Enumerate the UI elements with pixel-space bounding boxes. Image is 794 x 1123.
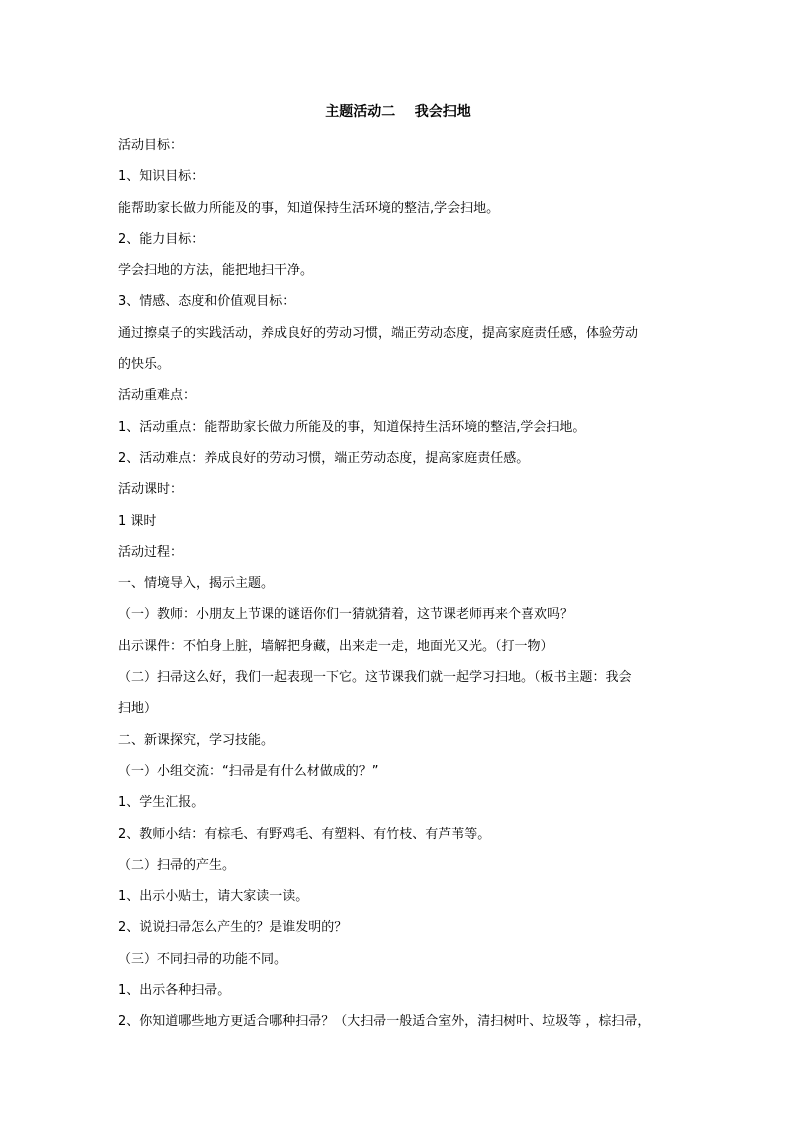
paragraph-list <box>118 130 678 1038</box>
paragraph-line: 1 课时 <box>118 513 157 529</box>
paragraph-line: 2、能力目标： <box>118 231 205 247</box>
paragraph-line: 2、说说扫帚怎么产生的？是谁发明的？ <box>118 920 348 936</box>
paragraph-line: 1、出示各种扫帚。 <box>118 983 231 999</box>
paragraph-line: 学会扫地的方法，能把地扫干净。 <box>118 263 314 279</box>
paragraph-line: 一、情境导入，揭示主题。 <box>118 576 275 592</box>
paragraph-line: （一）教师：小朋友上节课的谜语你们一猜就猜着，这节课老师再来个喜欢吗？ <box>118 607 574 623</box>
paragraph-line: 二、新课探究，学习技能。 <box>118 732 275 748</box>
paragraph-line: 活动课时： <box>118 482 184 498</box>
paragraph-line: 1、知识目标： <box>118 169 205 185</box>
paragraph-line: （二）扫帚这么好，我们一起表现一下它。这节课我们就一起学习扫地。（板书主题：我会 <box>118 670 632 686</box>
paragraph-line: 活动重难点： <box>118 388 197 404</box>
paragraph-line: 2、你知道哪些地方更适合哪种扫帚？（大扫帚一般适合室外，清扫树叶、垃圾等 ，棕扫帚， <box>118 1014 651 1030</box>
paragraph-line: （三）不同扫帚的功能不同。 <box>118 951 288 967</box>
paragraph-line: 2、活动难点：养成良好的劳动习惯，端正劳动态度，提高家庭责任感。 <box>118 450 530 466</box>
paragraph-line: 通过擦桌子的实践活动，养成良好的劳动习惯，端正劳动态度，提高家庭责任感，体验劳动 <box>118 325 639 341</box>
paragraph-line: （二）扫帚的产生。 <box>118 857 236 873</box>
paragraph-line: 1、出示小贴士，请大家读一读。 <box>118 889 309 905</box>
paragraph-line: 1、活动重点：能帮助家长做力所能及的事，知道保持生活环境的整洁,学会扫地。 <box>118 419 586 435</box>
paragraph-line: 1、学生汇报。 <box>118 795 205 811</box>
paragraph-line: 3、情感、态度和价值观目标： <box>118 294 296 310</box>
paragraph-line: （一）小组交流：“扫帚是有什么材做成的？” <box>118 763 379 779</box>
paragraph-line: 2、教师小结：有棕毛、有野鸡毛、有塑料、有竹枝、有芦苇等。 <box>118 826 491 842</box>
paragraph-line: 活动目标： <box>118 138 184 153</box>
paragraph-line: 活动过程： <box>118 544 184 560</box>
document-title: 主题活动二 我会扫地 <box>325 104 471 120</box>
paragraph-line: 能帮助家长做力所能及的事，知道保持生活环境的整洁,学会扫地。 <box>118 200 500 216</box>
paragraph-line: 出示课件：不怕身上脏，墙解把身藏，出来走一走，地面光又光。（打一物） <box>118 638 554 654</box>
paragraph-line: 扫地） <box>118 701 158 717</box>
document-body <box>118 99 678 1038</box>
paragraph-line: 的快乐。 <box>118 357 171 373</box>
